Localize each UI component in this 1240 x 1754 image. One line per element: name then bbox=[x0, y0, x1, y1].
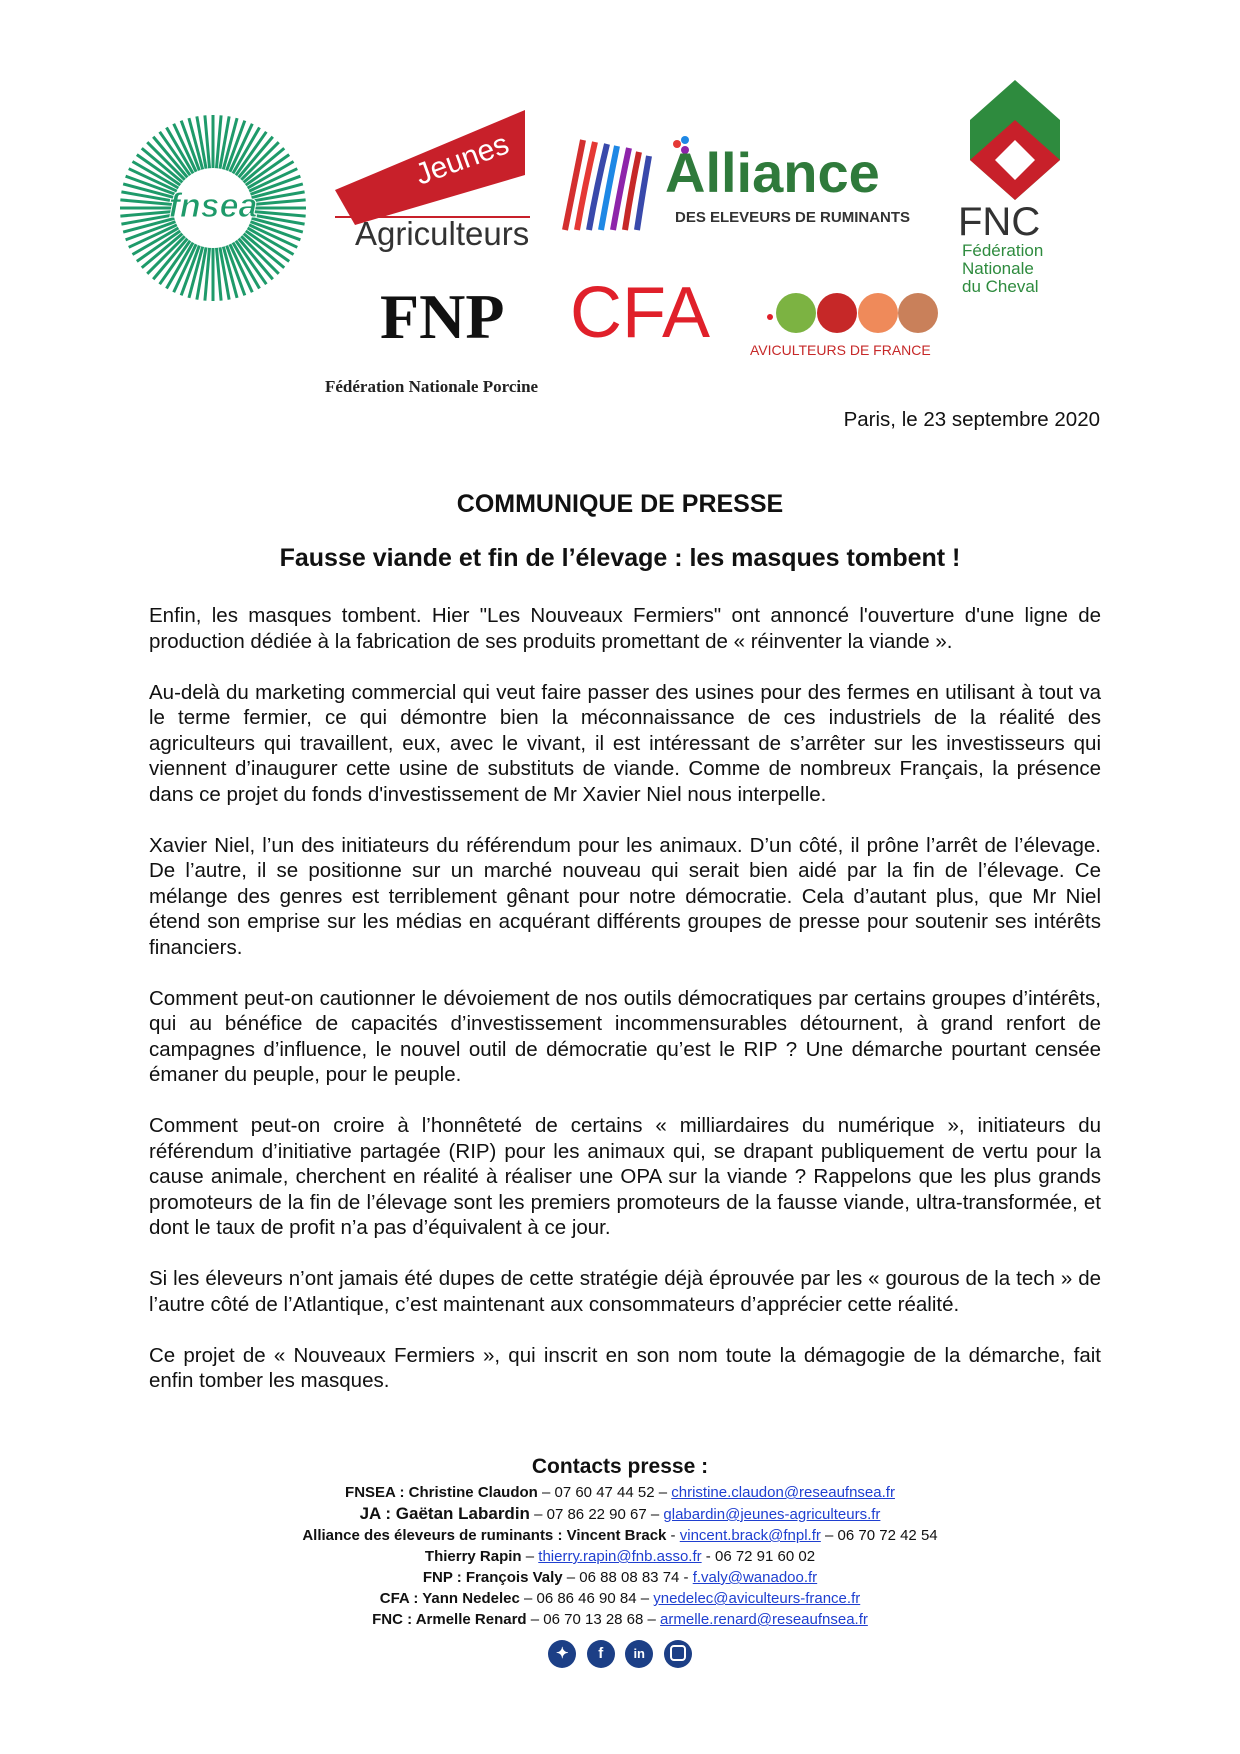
paragraph: Comment peut-on croire à l’honnêteté de certains « milliardaires du numérique », initiateurs du référendum d’initiative partagée (RIP) pour les animaux qui, se drapant publiquement de vertu pour la cause animale, cherchent en réalité à réaliser une OPA sur la viande ? Rappelons que les plus grands promoteurs de la fin de l’élevage sont les premiers promoteurs de la fausse viande, ultra-transformée, et dont le taux de profit n’a pas d’équivalent à ce jour. bbox=[149, 1114, 1101, 1239]
paragraph: Ce projet de « Nouveaux Fermiers », qui inscrit en son nom toute la démagogie de la démarche, fait enfin tomber les masques. bbox=[149, 1343, 1101, 1392]
fnc-logo bbox=[950, 75, 1080, 295]
cfa-subtitle: AVICULTEURS DE FRANCE bbox=[750, 342, 931, 358]
contact-line bbox=[0, 1503, 1240, 1525]
contact-email-link[interactable]: armelle.renard@reseaufnsea.fr bbox=[660, 1611, 868, 1628]
contact-label: FNP : François Valy bbox=[422, 1569, 563, 1586]
contact-line bbox=[0, 1482, 1240, 1503]
contact-label: FNC : Armelle Renard bbox=[372, 1611, 527, 1628]
cfa-logo bbox=[570, 275, 940, 365]
contact-label: FNSEA : Christine Claudon bbox=[345, 1484, 538, 1501]
contact-label: Thierry Rapin bbox=[424, 1548, 522, 1565]
fnsea-sunburst-icon bbox=[118, 113, 308, 303]
contact-email-link[interactable]: f.valy@wanadoo.fr bbox=[692, 1569, 818, 1586]
paragraph: Enfin, les masques tombent. Hier "Les Nouveaux Fermiers" ont annoncé l'ouverture d'une ligne de production dédiée à la fabrication de ses produits promettant de « réinventer la viande ». bbox=[149, 604, 1101, 653]
twitter-icon[interactable]: ✦ bbox=[548, 1640, 576, 1668]
contact-phone: – 06 86 46 90 84 – bbox=[519, 1590, 654, 1607]
contact-phone: – 06 70 13 28 68 – bbox=[526, 1611, 661, 1628]
contact-label: Alliance des éleveurs de ruminants : Vincent Brack bbox=[302, 1527, 667, 1544]
press-contacts bbox=[0, 1455, 1240, 1630]
fnsea-logo bbox=[118, 113, 308, 303]
contact-email-link[interactable]: ynedelec@aviculteurs-france.fr bbox=[653, 1590, 861, 1607]
contact-email-link[interactable]: vincent.brack@fnpl.fr bbox=[679, 1527, 821, 1544]
contact-line bbox=[0, 1588, 1240, 1609]
facebook-icon[interactable]: f bbox=[587, 1640, 615, 1668]
jeunes-agriculteurs-logo bbox=[325, 105, 540, 255]
contact-line bbox=[0, 1525, 1240, 1546]
fnc-sub3: du Cheval bbox=[962, 277, 1039, 295]
press-title: Fausse viande et fin de l’élevage : les masques tombent ! bbox=[279, 544, 961, 572]
contacts-title: Contacts presse : bbox=[531, 1455, 709, 1478]
fnsea-logo-text: fnsea bbox=[168, 187, 258, 225]
contact-line bbox=[0, 1609, 1240, 1630]
fnp-subtitle: Fédération Nationale Porcine bbox=[325, 377, 539, 396]
contact-label: CFA : Yann Nedelec bbox=[379, 1590, 520, 1607]
fnp-logo bbox=[320, 280, 590, 405]
instagram-icon[interactable] bbox=[664, 1640, 692, 1668]
contact-label: JA : Gaëtan Labardin bbox=[359, 1504, 530, 1523]
paragraph: Comment peut-on cautionner le dévoiement de nos outils démocratiques par certains groupes d’intérêts, qui au bénéfice de capacités d’investissement incommensurables détournent, à grand renfort de campagnes d’influence, le nouvel outil de démocratie qu’est le RIP ? Une démarche pourtant censée émaner du peuple, pour le peuple. bbox=[149, 986, 1101, 1086]
press-date: Paris, le 23 septembre 2020 bbox=[843, 408, 1100, 431]
contact-tail: – 06 70 72 42 54 bbox=[820, 1527, 938, 1544]
contact-email-link[interactable]: glabardin@jeunes-agriculteurs.fr bbox=[663, 1506, 881, 1523]
cfa-title: CFA bbox=[570, 275, 711, 353]
contact-tail: - 06 72 91 60 02 bbox=[701, 1548, 816, 1565]
fnc-sub2: Nationale bbox=[962, 259, 1034, 278]
contact-phone: – 07 60 47 44 52 – bbox=[537, 1484, 672, 1501]
fnc-sub1: Fédération bbox=[962, 241, 1044, 260]
contact-line bbox=[0, 1567, 1240, 1588]
alliance-subtitle: DES ELEVEURS DE RUMINANTS bbox=[675, 209, 911, 226]
contact-phone: – 07 86 22 90 67 – bbox=[529, 1506, 664, 1523]
ja-line2: Agriculteurs bbox=[355, 215, 530, 252]
press-heading: COMMUNIQUE DE PRESSE bbox=[456, 490, 784, 518]
ja-line1: Jeunes bbox=[411, 127, 514, 192]
contact-email-link[interactable]: christine.claudon@reseaufnsea.fr bbox=[671, 1484, 895, 1501]
paragraph: Au-delà du marketing commercial qui veut faire passer des usines pour des fermes en utilisant à tout va le terme fermier, ce qui démontre bien la méconnaissance de ces industriels de la réalité des agriculteurs qui travaillent, eux, avec le vivant, il est intéressant de s’arrêter sur les investisseurs qui viennent d’inaugurer cette usine de substituts de viande. Comme de nombreux Français, la présence dans ce projet du fonds d'investissement de Mr Xavier Niel nous interpelle. bbox=[149, 680, 1101, 806]
fnc-title: FNC bbox=[958, 200, 1041, 244]
social-links bbox=[0, 1640, 1240, 1668]
alliance-title: Alliance bbox=[665, 141, 880, 204]
contact-phone: – bbox=[521, 1548, 539, 1565]
contact-phone: – 06 88 08 83 74 - bbox=[562, 1569, 693, 1586]
paragraph: Xavier Niel, l’un des initiateurs du référendum pour les animaux. D’un côté, il prône l’arrêt de l’élevage. De l’autre, il se positionne sur un marché nouveau qui serait bien aidé par la fin de l’élevage. Ce mélange des genres est terriblement gênant pour notre démocratie. Cela d’autant plus, que Mr Niel étend son emprise sur les médias en acquérant différents groupes de presse pour soutenir ses intérêts financiers. bbox=[149, 833, 1101, 959]
linkedin-icon[interactable]: in bbox=[625, 1640, 653, 1668]
paragraph: Si les éleveurs n’ont jamais été dupes de cette stratégie déjà éprouvée par les « gourous de la tech » de l’autre côté de l’Atlantique, c’est maintenant aux consommateurs d’apprécier cette réalité. bbox=[149, 1267, 1101, 1316]
alliance-logo bbox=[555, 130, 925, 235]
fnp-title: FNP bbox=[380, 281, 505, 352]
contact-email-link[interactable]: thierry.rapin@fnb.asso.fr bbox=[538, 1548, 702, 1565]
contact-phone: - bbox=[666, 1527, 680, 1544]
press-body bbox=[149, 603, 1101, 1419]
contact-line bbox=[0, 1546, 1240, 1567]
